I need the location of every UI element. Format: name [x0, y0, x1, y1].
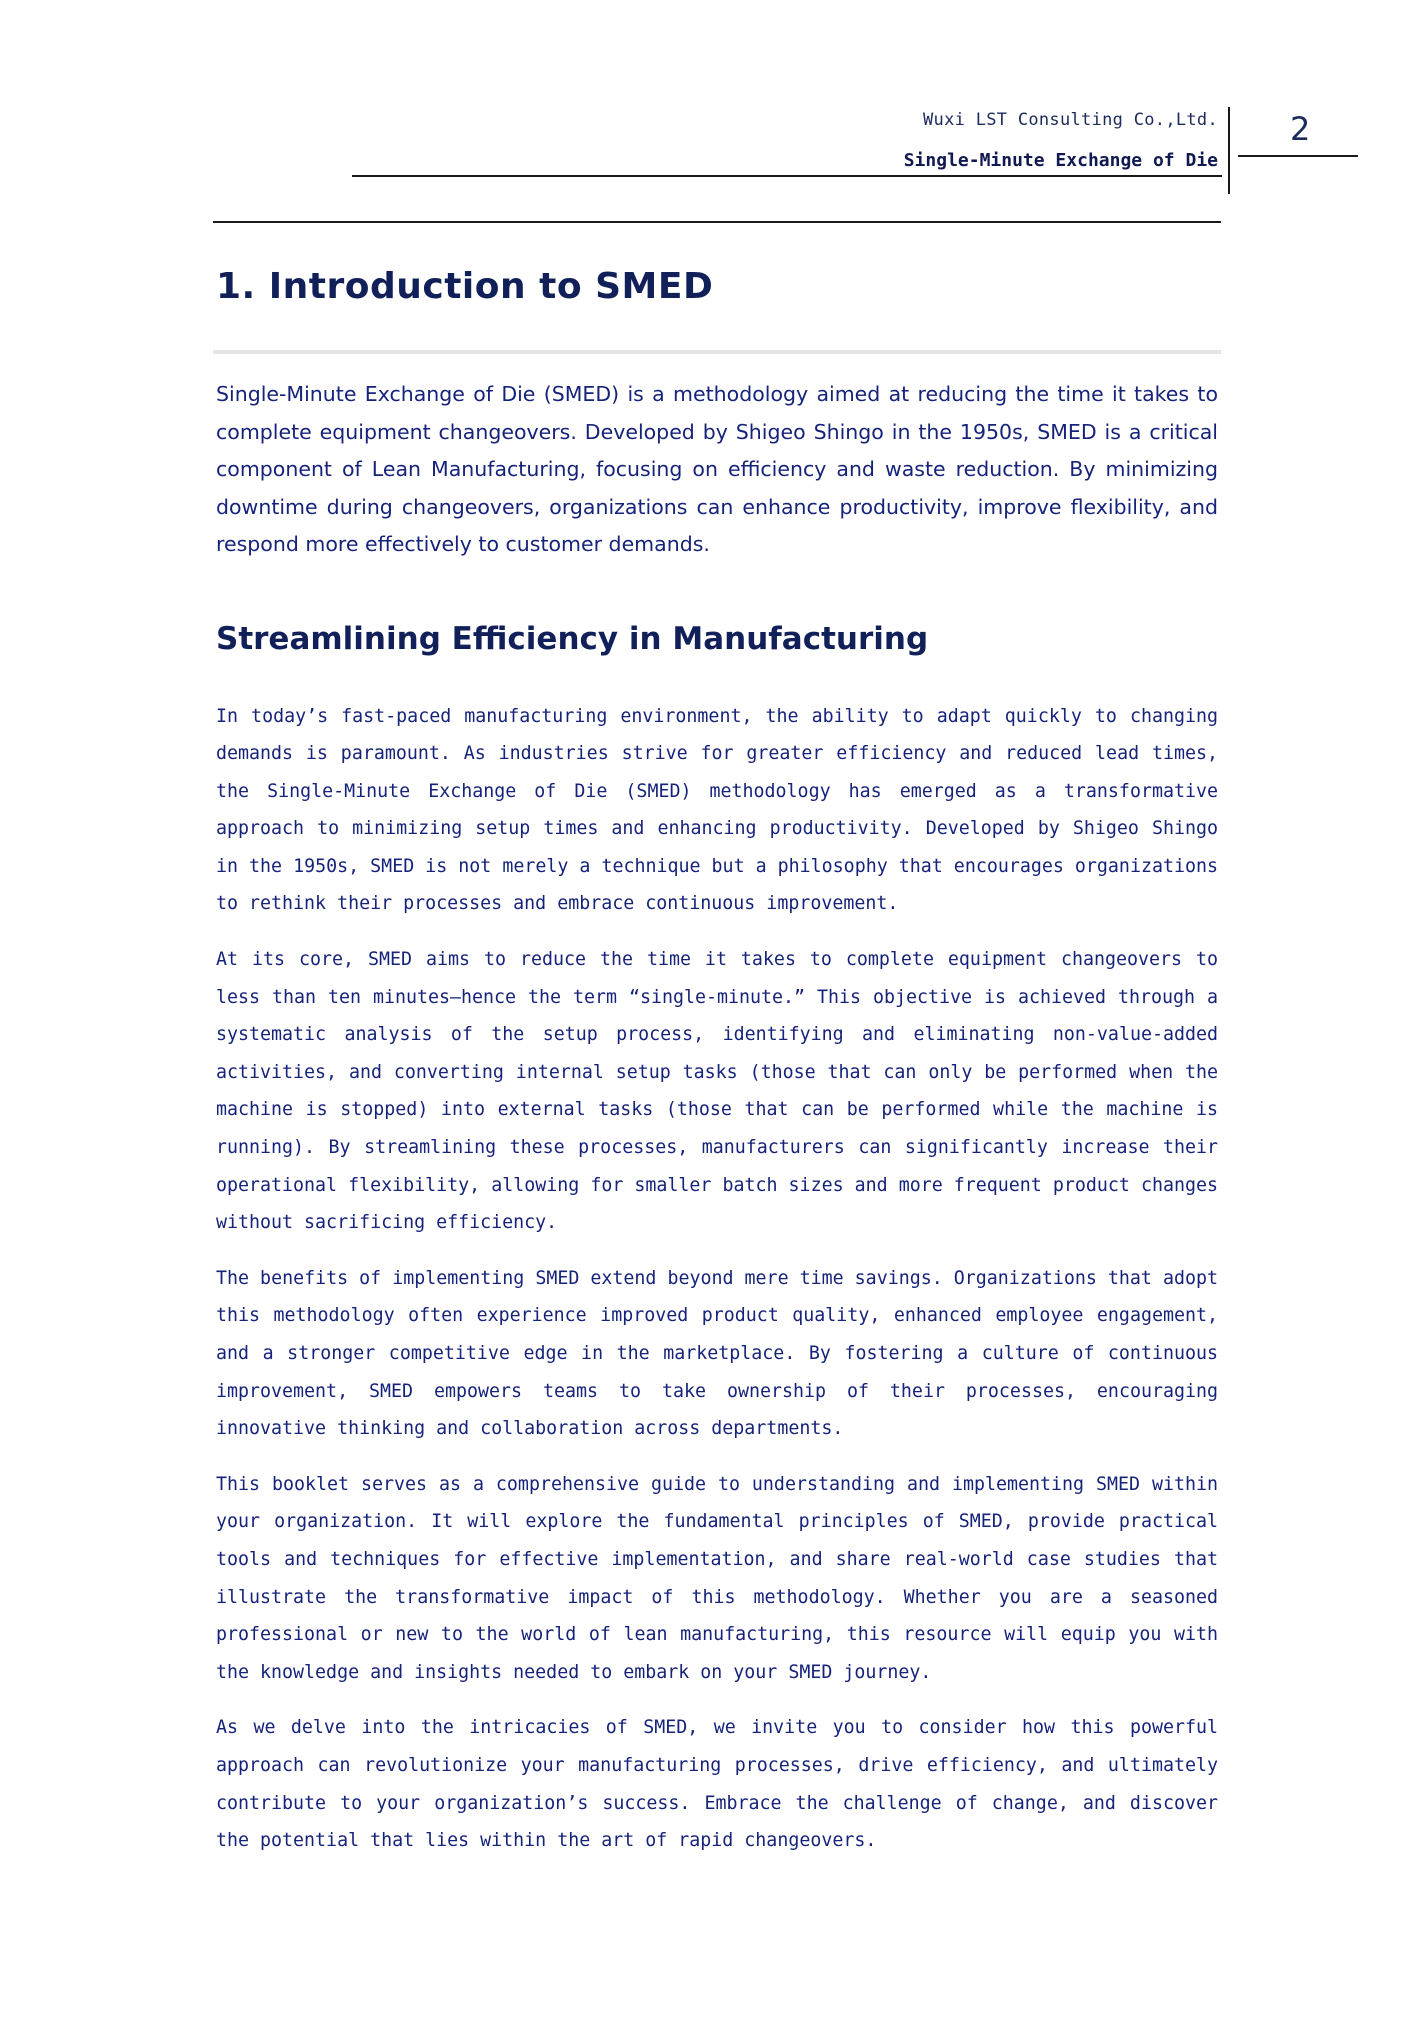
header-doc-title: Single-Minute Exchange of Die [903, 150, 1218, 171]
body-paragraph: At its core, SMED aims to reduce the time it takes to complete equipment changeovers to less than ten minutes—hence the term “single-minute.” This objective is achieved through a systematic analysis of the setup process, identifying and eliminating non-value-added activities, and converting internal setup tasks (those that can only be performed when the machine is stopped) into external tasks (those that can be performed while the machine is running). By streamlining these processes, manufacturers can significantly increase their operational flexibility, allowing for smaller batch sizes and more frequent product changes without sacrificing efficiency. [216, 949, 1218, 1234]
main-content [216, 258, 1218, 1860]
top-rule [213, 221, 1221, 223]
header-underline [352, 175, 1222, 177]
body-paragraph: As we delve into the intricacies of SMED, we invite you to consider how this powerful approach can revolutionize your manufacturing processes, drive efficiency, and ultimately contribute to your organization’s success. Embrace the challenge of change, and discover the potential that lies within the art of rapid changeovers. [216, 1717, 1218, 1852]
section-heading: 1. Introduction to SMED [216, 266, 714, 307]
page-number-underline [1238, 155, 1358, 157]
heading-rule [213, 350, 1221, 354]
body-paragraph: The benefits of implementing SMED extend beyond mere time savings. Organizations that adopt this methodology often experience improved product quality, enhanced employee engagement, and a stronger competitive edge in the marketplace. By fostering a culture of continuous improvement, SMED empowers teams to take ownership of their processes, encouraging innovative thinking and collaboration across departments. [216, 1267, 1218, 1440]
body-paragraph: This booklet serves as a comprehensive guide to understanding and implementing SMED within your organization. It will explore the fundamental principles of SMED, provide practical tools and techniques for effective implementation, and share real-world case studies that illustrate the transformative impact of this methodology. Whether you are a seasoned professional or new to the world of lean manufacturing, this resource will equip you with the knowledge and insights needed to embark on your SMED journey. [216, 1473, 1218, 1683]
header-divider [1228, 107, 1230, 194]
page-number: 2 [1290, 110, 1311, 148]
body-paragraph: In today’s fast-paced manufacturing environment, the ability to adapt quickly to changing demands is paramount. As industries strive for greater efficiency and reduced lead times, the Single-Minute Exchange of Die (SMED) methodology has emerged as a transformative approach to minimizing setup times and enhancing productivity. Developed by Shigeo Shingo in the 1950s, SMED is not merely a technique but a philosophy that encourages organizations to rethink their processes and embrace continuous improvement. [216, 705, 1218, 915]
subheading: Streamlining Efficiency in Manufacturing [216, 620, 929, 657]
header-company: Wuxi LST Consulting Co.,Ltd. [923, 110, 1218, 130]
intro-paragraph: Single-Minute Exchange of Die (SMED) is a methodology aimed at reducing the time it takes to complete equipment changeovers. Developed by Shigeo Shingo in the 1950s, SMED is a critical component of Lean Manufacturing, focusing on efficiency and waste reduction. By minimizing downtime during changeovers, organizations can enhance productivity, improve flexibility, and respond more effectively to customer demands. [216, 382, 1218, 556]
